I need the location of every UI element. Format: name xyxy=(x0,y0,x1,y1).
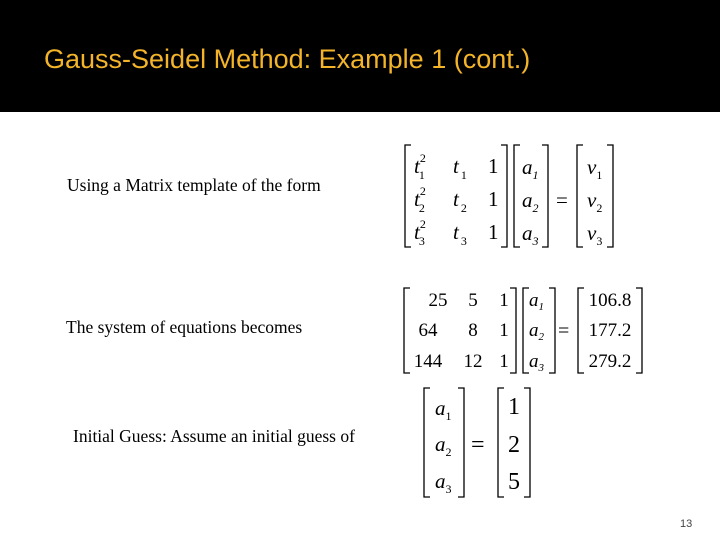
template-unknowns-vector xyxy=(514,145,548,248)
matrix-entry: t $_2$ xyxy=(453,187,467,215)
vector-entry: $a_1$ xyxy=(529,290,544,313)
guess-values-vector xyxy=(498,388,530,497)
vector-entry: 2 xyxy=(508,432,520,458)
matrix-entry: 1 xyxy=(499,290,509,311)
vector-entry: $a_1$ xyxy=(522,155,539,182)
left-bracket xyxy=(404,288,410,373)
vector-entry: 5 xyxy=(508,469,520,495)
vector-entry: 1 xyxy=(508,394,520,420)
right-bracket xyxy=(549,288,555,373)
right-bracket xyxy=(510,288,516,373)
system-unknowns-vector xyxy=(523,288,555,374)
matrix-entry: 12 xyxy=(463,351,483,372)
matrix-entry: 1 xyxy=(488,154,499,178)
matrix-entry: $t^2$ 3 xyxy=(414,217,426,248)
system-rhs-vector xyxy=(578,288,642,373)
vector-entry: 106.8 xyxy=(588,290,632,311)
system-coefficient-matrix xyxy=(404,288,516,373)
matrix-entry: 1 xyxy=(488,187,499,211)
template-rhs-vector xyxy=(577,145,613,248)
equals-sign: = xyxy=(471,432,485,458)
vector-entry: $a_2$ xyxy=(435,432,452,459)
matrix-entry: 1 xyxy=(499,351,509,372)
initial-guess-label: Initial Guess: Assume an initial guess of xyxy=(73,426,355,446)
vector-entry: $a_3$ xyxy=(529,351,544,374)
system-label: The system of equations becomes xyxy=(66,317,303,337)
matrix-entry: 144 xyxy=(413,351,443,372)
left-bracket xyxy=(405,145,411,247)
equals-sign: = xyxy=(556,188,568,212)
vector-entry: $v_3$ xyxy=(587,221,603,248)
matrix-entry: 64 xyxy=(418,320,438,341)
right-bracket xyxy=(501,145,507,247)
matrix-entry: 5 xyxy=(468,290,478,311)
vector-entry: $v_2$ xyxy=(587,188,603,215)
matrix-entry: t $_3$ xyxy=(453,220,467,248)
slide-number: 13 xyxy=(680,518,693,530)
matrix-entry: 1 xyxy=(488,220,499,244)
template-equation xyxy=(405,145,613,248)
initial-guess-equation xyxy=(424,388,530,497)
slide-title: Gauss-Seidel Method: Example 1 (cont.) xyxy=(44,44,531,74)
system-equation xyxy=(404,288,642,374)
left-bracket xyxy=(514,145,520,247)
right-bracket xyxy=(607,145,613,247)
vector-entry: 279.2 xyxy=(588,351,632,372)
vector-entry: 177.2 xyxy=(588,320,632,341)
matrix-entry: 8 xyxy=(468,320,478,341)
matrix-entry: 1 xyxy=(499,320,509,341)
right-bracket xyxy=(458,388,464,497)
template-label: Using a Matrix template of the form xyxy=(67,175,321,195)
right-bracket xyxy=(636,288,642,373)
matrix-entry: t $_1$ xyxy=(453,154,467,182)
vector-entry: $a_3$ xyxy=(435,469,452,496)
left-bracket xyxy=(498,388,504,497)
left-bracket xyxy=(424,388,430,497)
vector-entry: $a_1$ xyxy=(435,396,452,423)
left-bracket xyxy=(578,288,584,373)
right-bracket xyxy=(524,388,530,497)
matrix-entry: $t^2$ 1 xyxy=(414,151,426,182)
template-coefficient-matrix xyxy=(405,145,507,248)
left-bracket xyxy=(577,145,583,247)
equals-sign: = xyxy=(558,320,570,342)
vector-entry: $a_2$ xyxy=(529,320,544,343)
matrix-entry: $t^2$ 2 xyxy=(414,184,426,215)
vector-entry: $a_3$ xyxy=(522,221,539,248)
vector-entry: $v_1$ xyxy=(587,155,603,182)
matrix-entry: 25 xyxy=(428,290,448,311)
right-bracket xyxy=(542,145,548,247)
vector-entry: $a_2$ xyxy=(522,188,539,215)
guess-unknowns-vector xyxy=(424,388,464,497)
